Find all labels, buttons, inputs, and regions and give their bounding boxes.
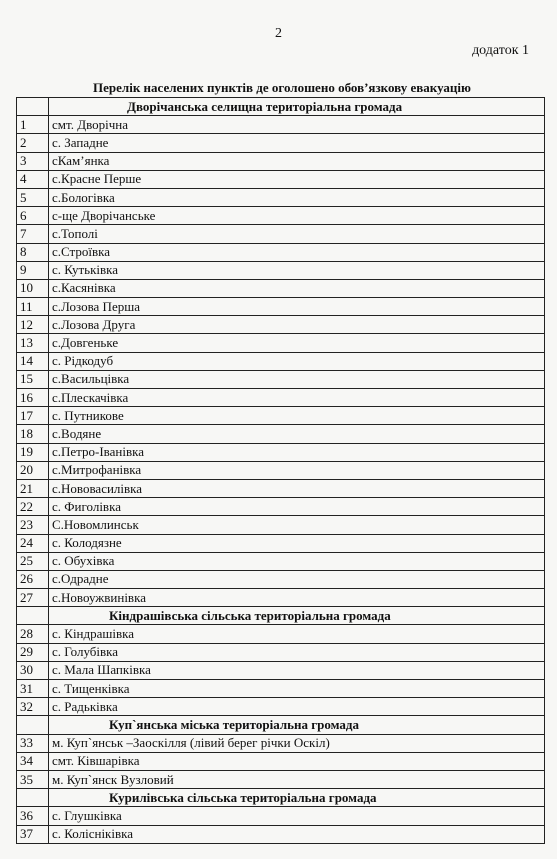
annex-label: додаток 1: [472, 43, 529, 58]
table-row: [17, 698, 545, 716]
row-number: 4: [17, 170, 49, 188]
row-number: 34: [17, 752, 49, 770]
table-row: [17, 825, 545, 843]
table-row: [17, 188, 545, 206]
table-row: [17, 752, 545, 770]
table-row: [17, 570, 545, 588]
settlement-name: с.Нововасилівка: [49, 479, 545, 497]
section-heading: Куп`янська міська територіальна громада: [49, 716, 545, 734]
section-header-row: [17, 789, 545, 807]
settlement-name: с. Путникове: [49, 407, 545, 425]
table-row: [17, 680, 545, 698]
row-number: 7: [17, 225, 49, 243]
settlement-name: с.Плескачівка: [49, 389, 545, 407]
page-number: 2: [275, 26, 282, 41]
table-row: [17, 279, 545, 297]
row-number: 16: [17, 389, 49, 407]
row-number: 10: [17, 279, 49, 297]
row-number: 23: [17, 516, 49, 534]
settlement-name: с.Петро-Іванівка: [49, 443, 545, 461]
table-row: [17, 207, 545, 225]
settlement-name: с. Колісніківка: [49, 825, 545, 843]
settlement-name: с.Водяне: [49, 425, 545, 443]
row-number: 29: [17, 643, 49, 661]
settlements-table: [16, 97, 545, 844]
table-row: [17, 461, 545, 479]
settlement-name: с-ще Дворічанське: [49, 207, 545, 225]
settlement-name: с. Кіндрашівка: [49, 625, 545, 643]
settlement-name: с.Касянівка: [49, 279, 545, 297]
row-number: 25: [17, 552, 49, 570]
row-number: 36: [17, 807, 49, 825]
settlement-name: с. Западне: [49, 134, 545, 152]
table-row: [17, 552, 545, 570]
settlement-name: с.Тополі: [49, 225, 545, 243]
section-number-cell: [17, 607, 49, 625]
row-number: 9: [17, 261, 49, 279]
row-number: 8: [17, 243, 49, 261]
row-number: 3: [17, 152, 49, 170]
settlement-name: с.Красне Перше: [49, 170, 545, 188]
table-row: [17, 734, 545, 752]
table-row: [17, 498, 545, 516]
settlement-name: с.Довгеньке: [49, 334, 545, 352]
settlement-name: сКам’янка: [49, 152, 545, 170]
settlement-name: с. Мала Шапківка: [49, 661, 545, 679]
settlement-name: с. Голубівка: [49, 643, 545, 661]
table-row: [17, 116, 545, 134]
section-heading: Дворічанська селищна територіальна громада: [49, 98, 545, 116]
settlement-name: с.Лозова Друга: [49, 316, 545, 334]
section-header-row: [17, 607, 545, 625]
settlement-name: смт. Дворічна: [49, 116, 545, 134]
table-row: [17, 807, 545, 825]
row-number: 6: [17, 207, 49, 225]
table-row: [17, 643, 545, 661]
table-row: [17, 661, 545, 679]
settlement-name: с.Одрадне: [49, 570, 545, 588]
row-number: 22: [17, 498, 49, 516]
settlement-name: с.Митрофанівка: [49, 461, 545, 479]
table-row: [17, 334, 545, 352]
row-number: 1: [17, 116, 49, 134]
table-row: [17, 261, 545, 279]
row-number: 20: [17, 461, 49, 479]
table-row: [17, 443, 545, 461]
row-number: 14: [17, 352, 49, 370]
table-row: [17, 298, 545, 316]
table-row: [17, 516, 545, 534]
table-row: [17, 370, 545, 388]
row-number: 24: [17, 534, 49, 552]
row-number: 30: [17, 661, 49, 679]
section-number-cell: [17, 98, 49, 116]
document-title: Перелік населених пунктів де оголошено обов’язкову евакуацію: [93, 80, 471, 95]
table-row: [17, 770, 545, 788]
settlement-name: смт. Ківшарівка: [49, 752, 545, 770]
settlement-name: с.Новоужвинівка: [49, 589, 545, 607]
row-number: 19: [17, 443, 49, 461]
table-row: [17, 134, 545, 152]
settlement-name: с. Радьківка: [49, 698, 545, 716]
settlement-name: с.Строївка: [49, 243, 545, 261]
table-row: [17, 589, 545, 607]
row-number: 37: [17, 825, 49, 843]
table-row: [17, 425, 545, 443]
settlement-name: с. Фиголівка: [49, 498, 545, 516]
row-number: 21: [17, 479, 49, 497]
settlement-name: с. Колодязне: [49, 534, 545, 552]
row-number: 32: [17, 698, 49, 716]
row-number: 11: [17, 298, 49, 316]
settlement-name: с.Бологівка: [49, 188, 545, 206]
row-number: 26: [17, 570, 49, 588]
settlement-name: с.Лозова Перша: [49, 298, 545, 316]
section-header-row: [17, 716, 545, 734]
row-number: 17: [17, 407, 49, 425]
section-heading: Курилівська сільська територіальна громада: [49, 789, 545, 807]
settlement-name: м. Куп`янск Вузловий: [49, 770, 545, 788]
row-number: 18: [17, 425, 49, 443]
table-row: [17, 225, 545, 243]
section-header-row: [17, 98, 545, 116]
table-row: [17, 170, 545, 188]
row-number: 5: [17, 188, 49, 206]
settlement-name: С.Новомлинськ: [49, 516, 545, 534]
row-number: 33: [17, 734, 49, 752]
section-heading: Кіндрашівська сільська територіальна громада: [49, 607, 545, 625]
table-row: [17, 352, 545, 370]
settlement-name: с.Васильцівка: [49, 370, 545, 388]
settlement-name: м. Куп`янськ –Заоскілля (лівий берег річки Оскіл): [49, 734, 545, 752]
table-row: [17, 534, 545, 552]
row-number: 31: [17, 680, 49, 698]
row-number: 13: [17, 334, 49, 352]
table-row: [17, 625, 545, 643]
table-row: [17, 316, 545, 334]
table-row: [17, 152, 545, 170]
table-row: [17, 243, 545, 261]
row-number: 28: [17, 625, 49, 643]
settlement-name: с. Тищенківка: [49, 680, 545, 698]
settlement-name: с. Рідкодуб: [49, 352, 545, 370]
settlement-name: с. Кутьківка: [49, 261, 545, 279]
settlement-name: с. Глушківка: [49, 807, 545, 825]
row-number: 12: [17, 316, 49, 334]
table-row: [17, 479, 545, 497]
settlement-name: с. Обухівка: [49, 552, 545, 570]
row-number: 35: [17, 770, 49, 788]
section-number-cell: [17, 716, 49, 734]
table-row: [17, 407, 545, 425]
row-number: 2: [17, 134, 49, 152]
section-number-cell: [17, 789, 49, 807]
row-number: 27: [17, 589, 49, 607]
table-row: [17, 389, 545, 407]
row-number: 15: [17, 370, 49, 388]
